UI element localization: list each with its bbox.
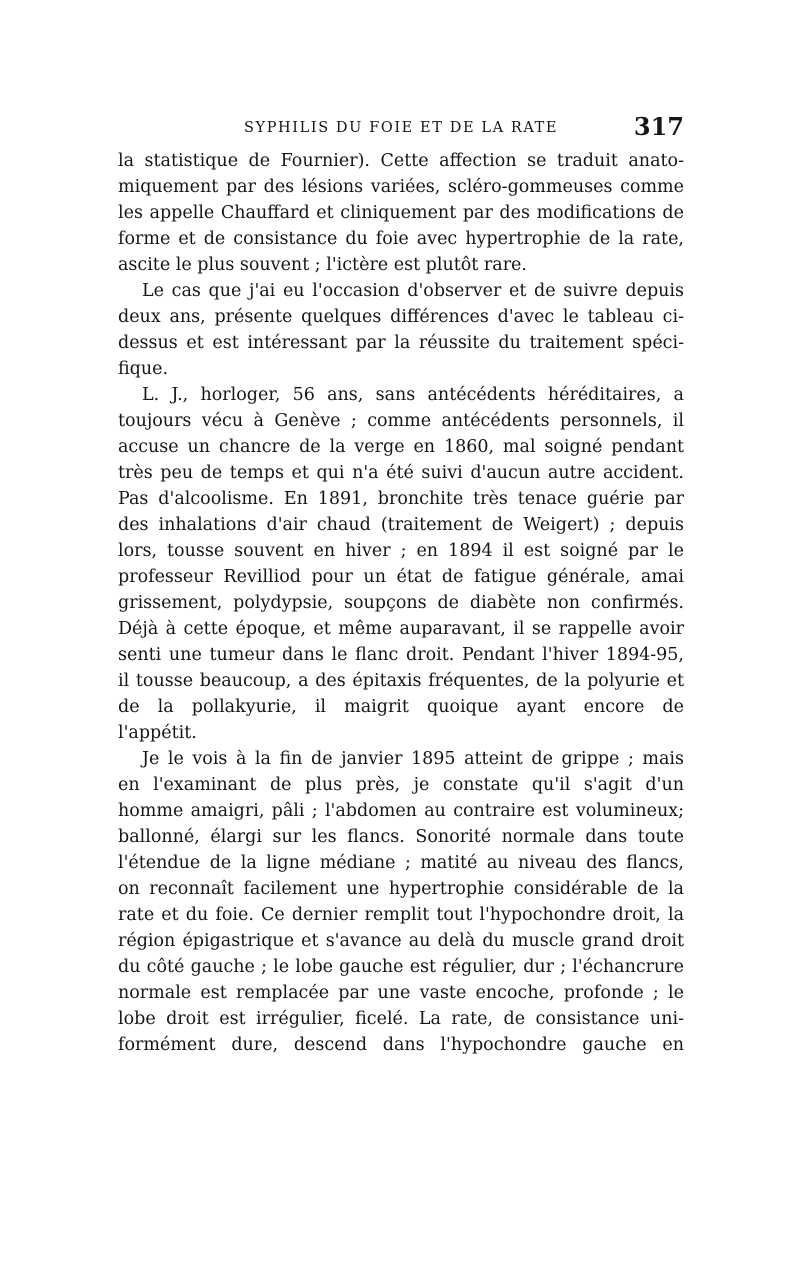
text-line: rate et du foie. Ce dernier remplit tout l'hypochondre droit, la bbox=[118, 905, 684, 925]
text-line: fique. bbox=[118, 359, 169, 379]
text-line: il tousse beaucoup, a des épitaxis fréquentes, de la polyurie et bbox=[118, 671, 684, 691]
text-line: Je le vois à la fin de janvier 1895 atteint de grippe ; mais bbox=[142, 749, 684, 769]
text-line: professeur Revilliod pour un état de fatigue générale, amai bbox=[118, 567, 684, 587]
text-line: région épigastrique et s'avance au delà du muscle grand droit bbox=[118, 931, 684, 951]
text-line: Le cas que j'ai eu l'occasion d'observer et de suivre depuis bbox=[142, 281, 684, 301]
text-line: des inhalations d'air chaud (traitement de Weigert) ; depuis bbox=[118, 515, 684, 535]
text-line: homme amaigri, pâli ; l'abdomen au contraire est volumineux; bbox=[118, 801, 684, 821]
text-line: accuse un chancre de la verge en 1860, mal soigné pendant bbox=[118, 437, 684, 457]
paragraph bbox=[118, 382, 684, 746]
page-number: 317 bbox=[633, 112, 684, 141]
text-line: toujours vécu à Genève ; comme antécédents personnels, il bbox=[118, 411, 684, 431]
paragraph bbox=[118, 278, 684, 382]
text-line: l'appétit. bbox=[118, 723, 197, 743]
text-line: deux ans, présente quelques différences d'avec le tableau ci- bbox=[118, 307, 684, 327]
text-line: très peu de temps et qui n'a été suivi d'aucun autre accident. bbox=[118, 463, 684, 483]
text-line: dessus et est intéressant par la réussite du traitement spéci- bbox=[118, 333, 684, 353]
text-line: grissement, polydypsie, soupçons de diabète non confirmés. bbox=[118, 593, 684, 613]
text-line: forme et de consistance du foie avec hypertrophie de la rate, bbox=[118, 229, 684, 249]
text-line: les appelle Chauffard et cliniquement par des modifications de bbox=[118, 203, 684, 223]
running-head bbox=[118, 112, 684, 142]
body-text bbox=[118, 148, 684, 1058]
text-line: la statistique de Fournier). Cette affection se traduit anato- bbox=[118, 151, 684, 171]
text-line: normale est remplacée par une vaste encoche, profonde ; le bbox=[118, 983, 684, 1003]
text-line: lobe droit est irrégulier, ficelé. La rate, de consistance uni- bbox=[118, 1009, 684, 1029]
text-line: formément dure, descend dans l'hypochondre gauche en bbox=[118, 1035, 684, 1055]
text-line: l'étendue de la ligne médiane ; matité au niveau des flancs, bbox=[118, 853, 684, 873]
text-line: senti une tumeur dans le flanc droit. Pendant l'hiver 1894-95, bbox=[118, 645, 684, 665]
text-line: miquement par des lésions variées, scléro-gommeuses comme bbox=[118, 177, 684, 197]
text-line: Déjà à cette époque, et même auparavant, il se rappelle avoir bbox=[118, 619, 684, 639]
text-line: de la pollakyurie, il maigrit quoique ayant encore de bbox=[118, 697, 684, 717]
text-line: Pas d'alcoolisme. En 1891, bronchite très tenace guérie par bbox=[118, 489, 684, 509]
text-line: du côté gauche ; le lobe gauche est régulier, dur ; l'échancrure bbox=[118, 957, 684, 977]
text-line: ballonné, élargi sur les flancs. Sonorité normale dans toute bbox=[118, 827, 684, 847]
paragraph bbox=[118, 148, 684, 278]
text-line: en l'examinant de plus près, je constate qu'il s'agit d'un bbox=[118, 775, 684, 795]
text-line: L. J., horloger, 56 ans, sans antécédents héréditaires, a bbox=[142, 385, 684, 405]
text-line: ascite le plus souvent ; l'ictère est plutôt rare. bbox=[118, 255, 527, 275]
text-line: lors, tousse souvent en hiver ; en 1894 il est soigné par le bbox=[118, 541, 684, 561]
text-line: on reconnaît facilement une hypertrophie considérable de la bbox=[118, 879, 684, 899]
paragraph bbox=[118, 746, 684, 1058]
running-title: SYPHILIS DU FOIE ET DE LA RATE bbox=[244, 120, 559, 136]
